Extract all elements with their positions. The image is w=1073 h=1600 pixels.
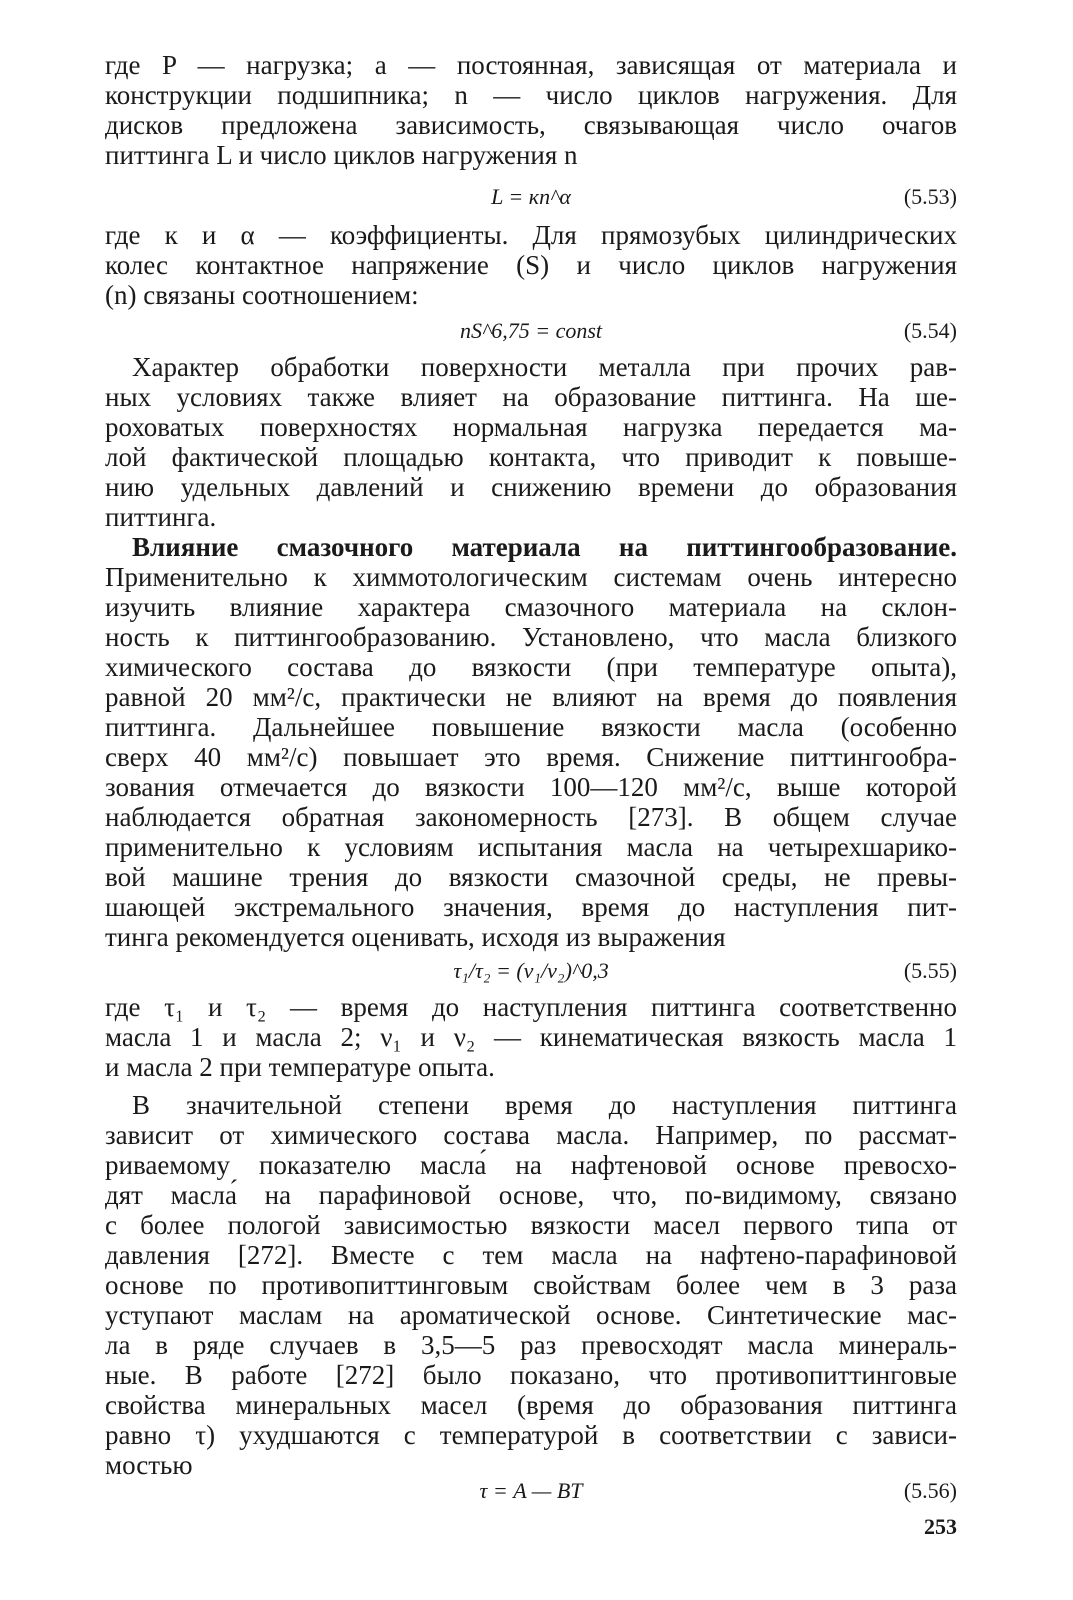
text-line: где к и α — коэффициенты. Для прямозубых цилиндрических (105, 220, 957, 250)
formula-5-55 (105, 956, 957, 986)
text-line: ные. В работе [272] было показано, что противопиттинговые (105, 1360, 957, 1390)
text-line: с более пологой зависимостью вязкости масел первого типа от (105, 1210, 957, 1240)
text-line: мостью (105, 1450, 193, 1480)
text-line: основе по противопиттинговым свойствам более чем в 3 раза (105, 1270, 957, 1300)
text-line: применительно к условиям испытания масла на четырехшарико- (105, 832, 957, 862)
text-line: вой машине трения до вязкости смазочной среды, не превы- (105, 862, 957, 892)
formula-expression: τ = A — BT (479, 1478, 583, 1503)
text-line: масла 1 и масла 2; ν₁ и ν₂ — кинематическая вязкость масла 1 (105, 1022, 957, 1052)
text-line: сверх 40 мм²/с) повышает это время. Снижение питтингообра- (105, 742, 957, 772)
text-line: тинга рекомендуется оценивать, исходя из выражения (105, 922, 726, 952)
text-line: дисков предложена зависимость, связывающая число очагов (105, 110, 957, 140)
formula-number: (5.56) (903, 1478, 957, 1503)
text-line: ла в ряде случаев в 3,5—5 раз превосходят масла минераль- (105, 1330, 957, 1360)
text-line: Применительно к химмотологическим системам очень интересно (105, 562, 957, 592)
text-line: В значительной степени время до наступления питтинга (132, 1090, 957, 1120)
text-line: и масла 2 при температуре опыта. (105, 1052, 495, 1082)
formula-expression: nS^6,75 = const (459, 318, 603, 343)
text-line: химического состава до вязкости (при температуре опыта), (105, 652, 957, 682)
formula-5-53 (105, 182, 957, 212)
text-line: ных условиях также влияет на образование питтинга. На ше- (105, 382, 957, 412)
text-line: ность к питтингообразованию. Установлено, что масла близкого (105, 622, 957, 652)
formula-5-54 (105, 316, 957, 346)
text-line: где P — нагрузка; a — постоянная, зависящая от материала и (105, 50, 957, 80)
formula-expression: τ₁/τ₂ = (ν₁/ν₂)^0,3 (453, 958, 609, 983)
text-line: наблюдается обратная закономерность [273]. В общем случае (105, 802, 957, 832)
text-line: шающей экстремального значения, время до наступления пит- (105, 892, 957, 922)
text-line: Характер обработки поверхности металла при прочих рав- (132, 352, 957, 382)
text-line: свойства минеральных масел (время до образования питтинга (105, 1390, 957, 1420)
text-line: роховатых поверхностях нормальная нагрузка передается ма- (105, 412, 957, 442)
text-line: равной 20 мм²/с, практически не влияют на время до появления (105, 682, 957, 712)
text-line: (n) связаны соотношением: (105, 280, 419, 310)
text-line: нию удельных давлений и снижению времени до образования (105, 472, 957, 502)
formula-number: (5.55) (903, 958, 957, 983)
text-line: питтинга L и число циклов нагружения n (105, 140, 578, 170)
formula-number: (5.53) (903, 184, 957, 209)
text-line: дят масла́ на парафиновой основе, что, по-видимому, связано (105, 1180, 957, 1210)
formula-expression: L = кn^α (491, 184, 571, 209)
text-line: равно τ) ухудшаются с температурой в соответствии с зависи- (105, 1420, 957, 1450)
text-line: зависит от химического состава масла. Например, по рассмат- (105, 1120, 957, 1150)
text-line: зования отмечается до вязкости 100—120 мм²/с, выше которой (105, 772, 957, 802)
text-line: изучить влияние характера смазочного материала на склон- (105, 592, 957, 622)
section-heading: Влияние смазочного материала на питтингообразование. (132, 532, 957, 562)
text-line: питтинга. Дальнейшее повышение вязкости масла (особенно (105, 712, 957, 742)
formula-number: (5.54) (903, 318, 957, 343)
text-line: колес контактное напряжение (S) и число циклов нагружения (105, 250, 957, 280)
formula-5-56 (105, 1476, 957, 1506)
text-line: питтинга. (105, 502, 217, 532)
text-line: давления [272]. Вместе с тем масла на нафтено-парафиновой (105, 1240, 957, 1270)
page-number: 253 (924, 1514, 957, 1539)
text-line: где τ₁ и τ₂ — время до наступления питтинга соответственно (105, 992, 957, 1022)
text-line: риваемому показателю масла́ на нафтеновой основе превосхо- (105, 1150, 957, 1180)
text-line: конструкции подшипника; n — число циклов нагружения. Для (105, 80, 957, 110)
text-line: уступают маслам на ароматической основе. Синтетические мас- (105, 1300, 957, 1330)
text-line: лой фактической площадью контакта, что приводит к повыше- (105, 442, 957, 472)
